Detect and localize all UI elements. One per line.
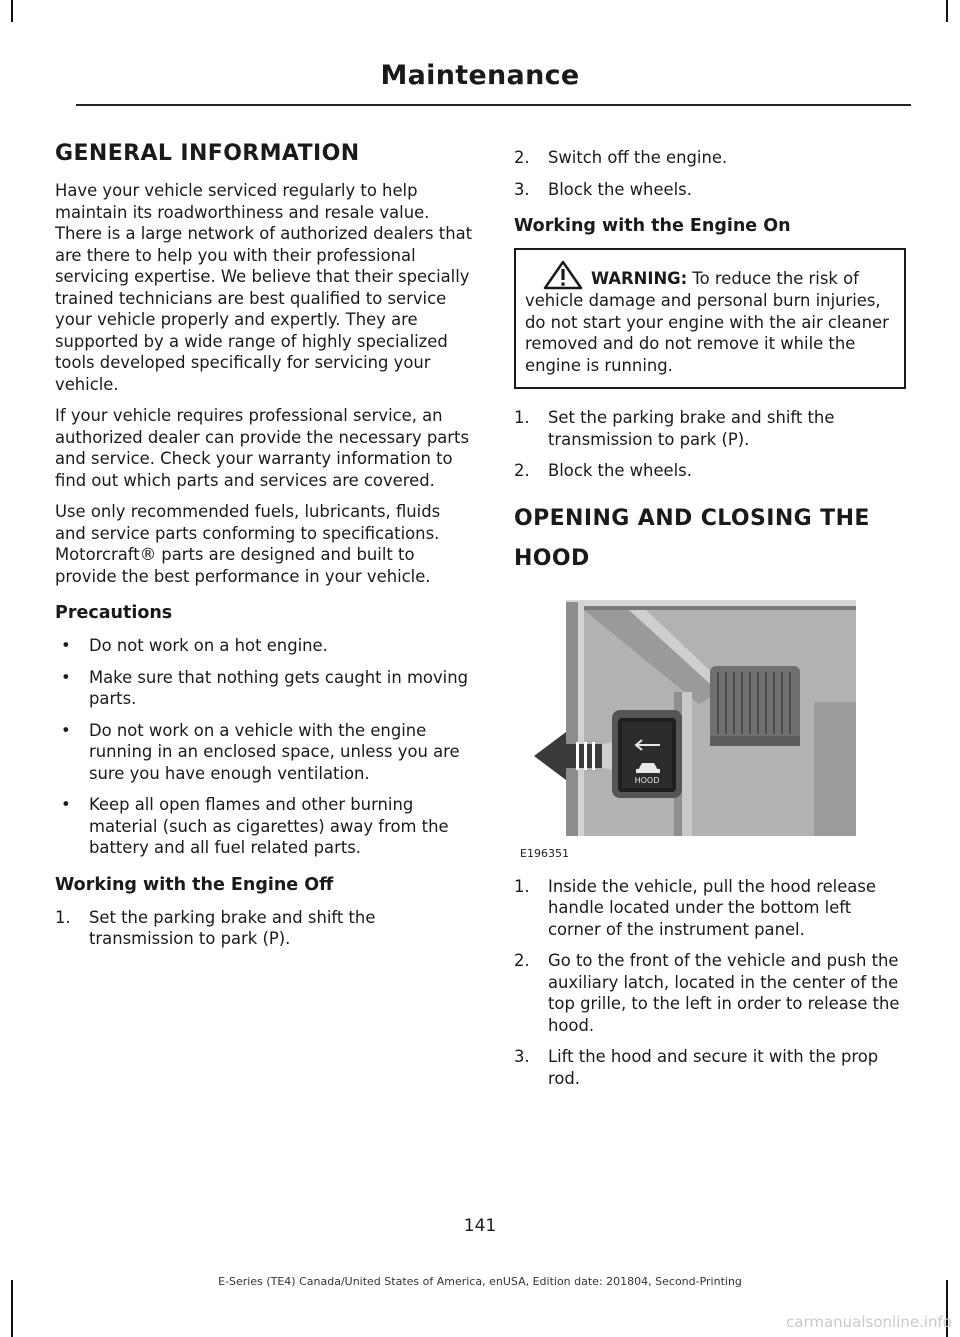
step-number: 1. — [55, 907, 71, 927]
bullet-mark: • — [61, 636, 71, 655]
precautions-heading: Precautions — [55, 603, 173, 623]
step-text: Set the parking brake and shift the transmission to park (P). — [548, 408, 835, 449]
hood-release-figure — [514, 592, 906, 862]
general-information-heading: GENERAL INFORMATION — [55, 141, 360, 166]
engine-on-heading: Working with the Engine On — [514, 216, 791, 236]
hood-heading-line-2: HOOD — [514, 545, 590, 571]
crop-mark-top-left — [11, 0, 13, 22]
list-item-text: Do not work on a vehicle with the engine running in an enclosed space, unless you are sure you have enough ventilation. — [89, 720, 460, 783]
step-text: Lift the hood and secure it with the prop rod. — [548, 1047, 879, 1088]
engine-off-heading: Working with the Engine Off — [55, 874, 334, 895]
bullet-mark: • — [61, 720, 71, 740]
step-text: Switch off the engine. — [548, 148, 728, 167]
step-number: 2. — [514, 461, 530, 480]
list-item — [55, 720, 475, 785]
step-text: Go to the front of the vehicle and push the auxiliary latch, located in the center of the top grille, to the left in order to release the hood. — [548, 951, 900, 1035]
step-text: Set the parking brake and shift the transmission to park (P). — [89, 907, 376, 948]
page-number: 141 — [463, 1216, 497, 1236]
list-item — [514, 460, 906, 482]
precautions-list — [55, 635, 475, 859]
step-number: 1. — [514, 876, 530, 896]
list-item — [55, 794, 475, 859]
hood-release-illustration — [514, 592, 906, 862]
hood-steps — [514, 876, 906, 1090]
list-item — [514, 147, 906, 169]
step-number: 3. — [514, 1047, 530, 1066]
general-paragraph-1: Have your vehicle serviced regularly to help maintain its roadworthiness and resale value. There is a large network of authorized dealers that are there to help you with their professional servicing expertise. We believe that their specially trained technicians are best qualified to service your vehicle properly and expertly. They are supported by a wide range of highly specialized tools developed specifically for servicing your vehicle. — [55, 181, 473, 394]
hood-handle-label: HOOD — [634, 775, 660, 785]
engine-on-steps — [514, 407, 906, 482]
crop-mark-bottom-left — [11, 1280, 13, 1337]
step-text: Inside the vehicle, pull the hood release handle located under the bottom left corner of the instrument panel. — [548, 876, 876, 939]
list-item-text: Keep all open flames and other burning material (such as cigarettes) away from the battery and all fuel related parts. — [89, 795, 449, 857]
page-header-title: Maintenance — [380, 60, 580, 91]
warning-box — [514, 248, 906, 389]
figure-id-label: E196351 — [520, 846, 569, 860]
step-text: Block the wheels. — [548, 179, 692, 199]
header-divider — [76, 104, 911, 106]
engine-off-steps — [55, 907, 475, 950]
watermark: carmanualsonline.info — [786, 1313, 952, 1331]
list-item — [514, 407, 906, 450]
right-column — [514, 147, 906, 1099]
step-number: 3. — [514, 179, 530, 199]
list-item-text: Make sure that nothing gets caught in moving parts. — [89, 667, 469, 708]
engine-off-steps-continued — [514, 147, 906, 200]
list-item — [55, 635, 475, 657]
step-text: Block the wheels. — [548, 461, 692, 480]
list-item — [514, 876, 906, 941]
list-item — [55, 667, 475, 710]
general-paragraph-2: If your vehicle requires professional service, an authorized dealer can provide the necessary parts and service. Check your warranty information to find out which parts and services are covered. — [55, 406, 470, 490]
warning-text: To reduce the risk of vehicle damage and personal burn injuries, do not start your engine with the air cleaner removed and do not remove it while the engine is running. — [525, 269, 889, 375]
step-number: 1. — [514, 408, 530, 427]
footer-edition-text: E-Series (TE4) Canada/United States of America, enUSA, Edition date: 201804, Second-Printing — [218, 1275, 742, 1288]
bullet-mark: • — [61, 795, 71, 814]
step-number: 2. — [514, 951, 530, 970]
list-item — [55, 907, 475, 950]
hood-heading — [514, 504, 906, 574]
warning-triangle-icon — [543, 260, 583, 290]
warning-title: WARNING: — [591, 269, 688, 288]
list-item — [514, 950, 906, 1036]
list-item — [514, 1046, 906, 1089]
hood-heading-line-1: OPENING AND CLOSING THE — [514, 505, 870, 531]
bullet-mark: • — [61, 667, 71, 687]
list-item-text: Do not work on a hot engine. — [89, 636, 328, 655]
crop-mark-top-right — [946, 0, 948, 22]
step-number: 2. — [514, 148, 530, 167]
general-paragraph-3: Use only recommended fuels, lubricants, fluids and service parts conforming to specifications. Motorcraft® parts are designed and built to provide the best performance in your vehicle. — [55, 502, 441, 586]
list-item — [514, 179, 906, 201]
left-column — [55, 140, 475, 960]
